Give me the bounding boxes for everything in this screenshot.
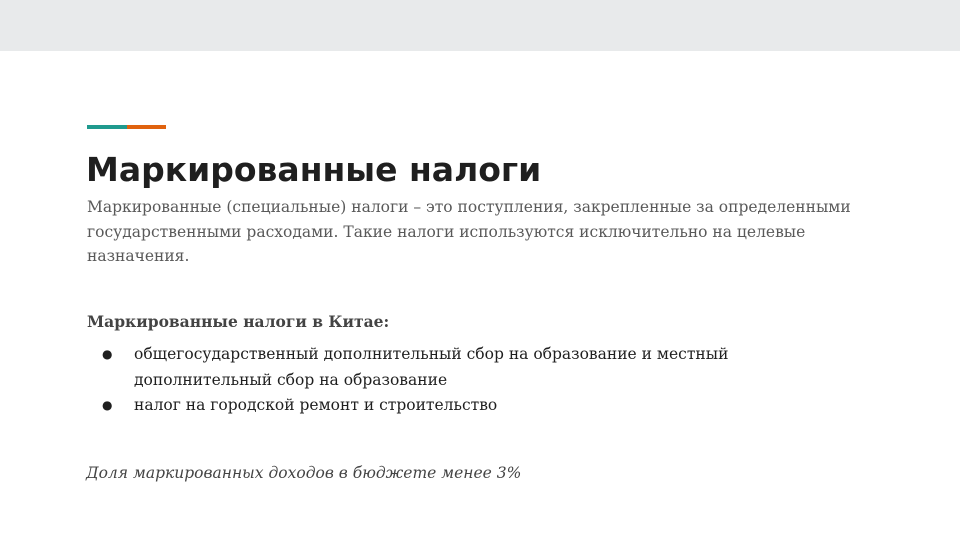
- bullet-text: общегосударственный дополнительный сбор на образование и местный дополнительный сбор на образование: [134, 345, 729, 389]
- top-band: [0, 0, 960, 51]
- accent-bar-orange-segment: [127, 125, 166, 129]
- accent-bar: [87, 125, 166, 129]
- bullet-marker: ●: [102, 398, 113, 412]
- footnote: Доля маркированных доходов в бюджете менее 3%: [86, 464, 522, 482]
- bullet-text: налог на городской ремонт и строительство: [134, 396, 498, 414]
- accent-bar-teal-segment: [87, 125, 127, 129]
- bullet-list: [87, 342, 807, 419]
- slide-title: Маркированные налоги: [86, 150, 542, 189]
- bullet-marker: ●: [102, 347, 113, 361]
- subheading: Маркированные налоги в Китае:: [87, 312, 390, 331]
- bullet-item: [87, 342, 807, 393]
- intro-paragraph: Маркированные (специальные) налоги – это поступления, закрепленные за определенными государственными расходами. Такие налоги используются исключительно на целевые назначения.: [87, 198, 851, 265]
- bullet-item: [87, 393, 807, 419]
